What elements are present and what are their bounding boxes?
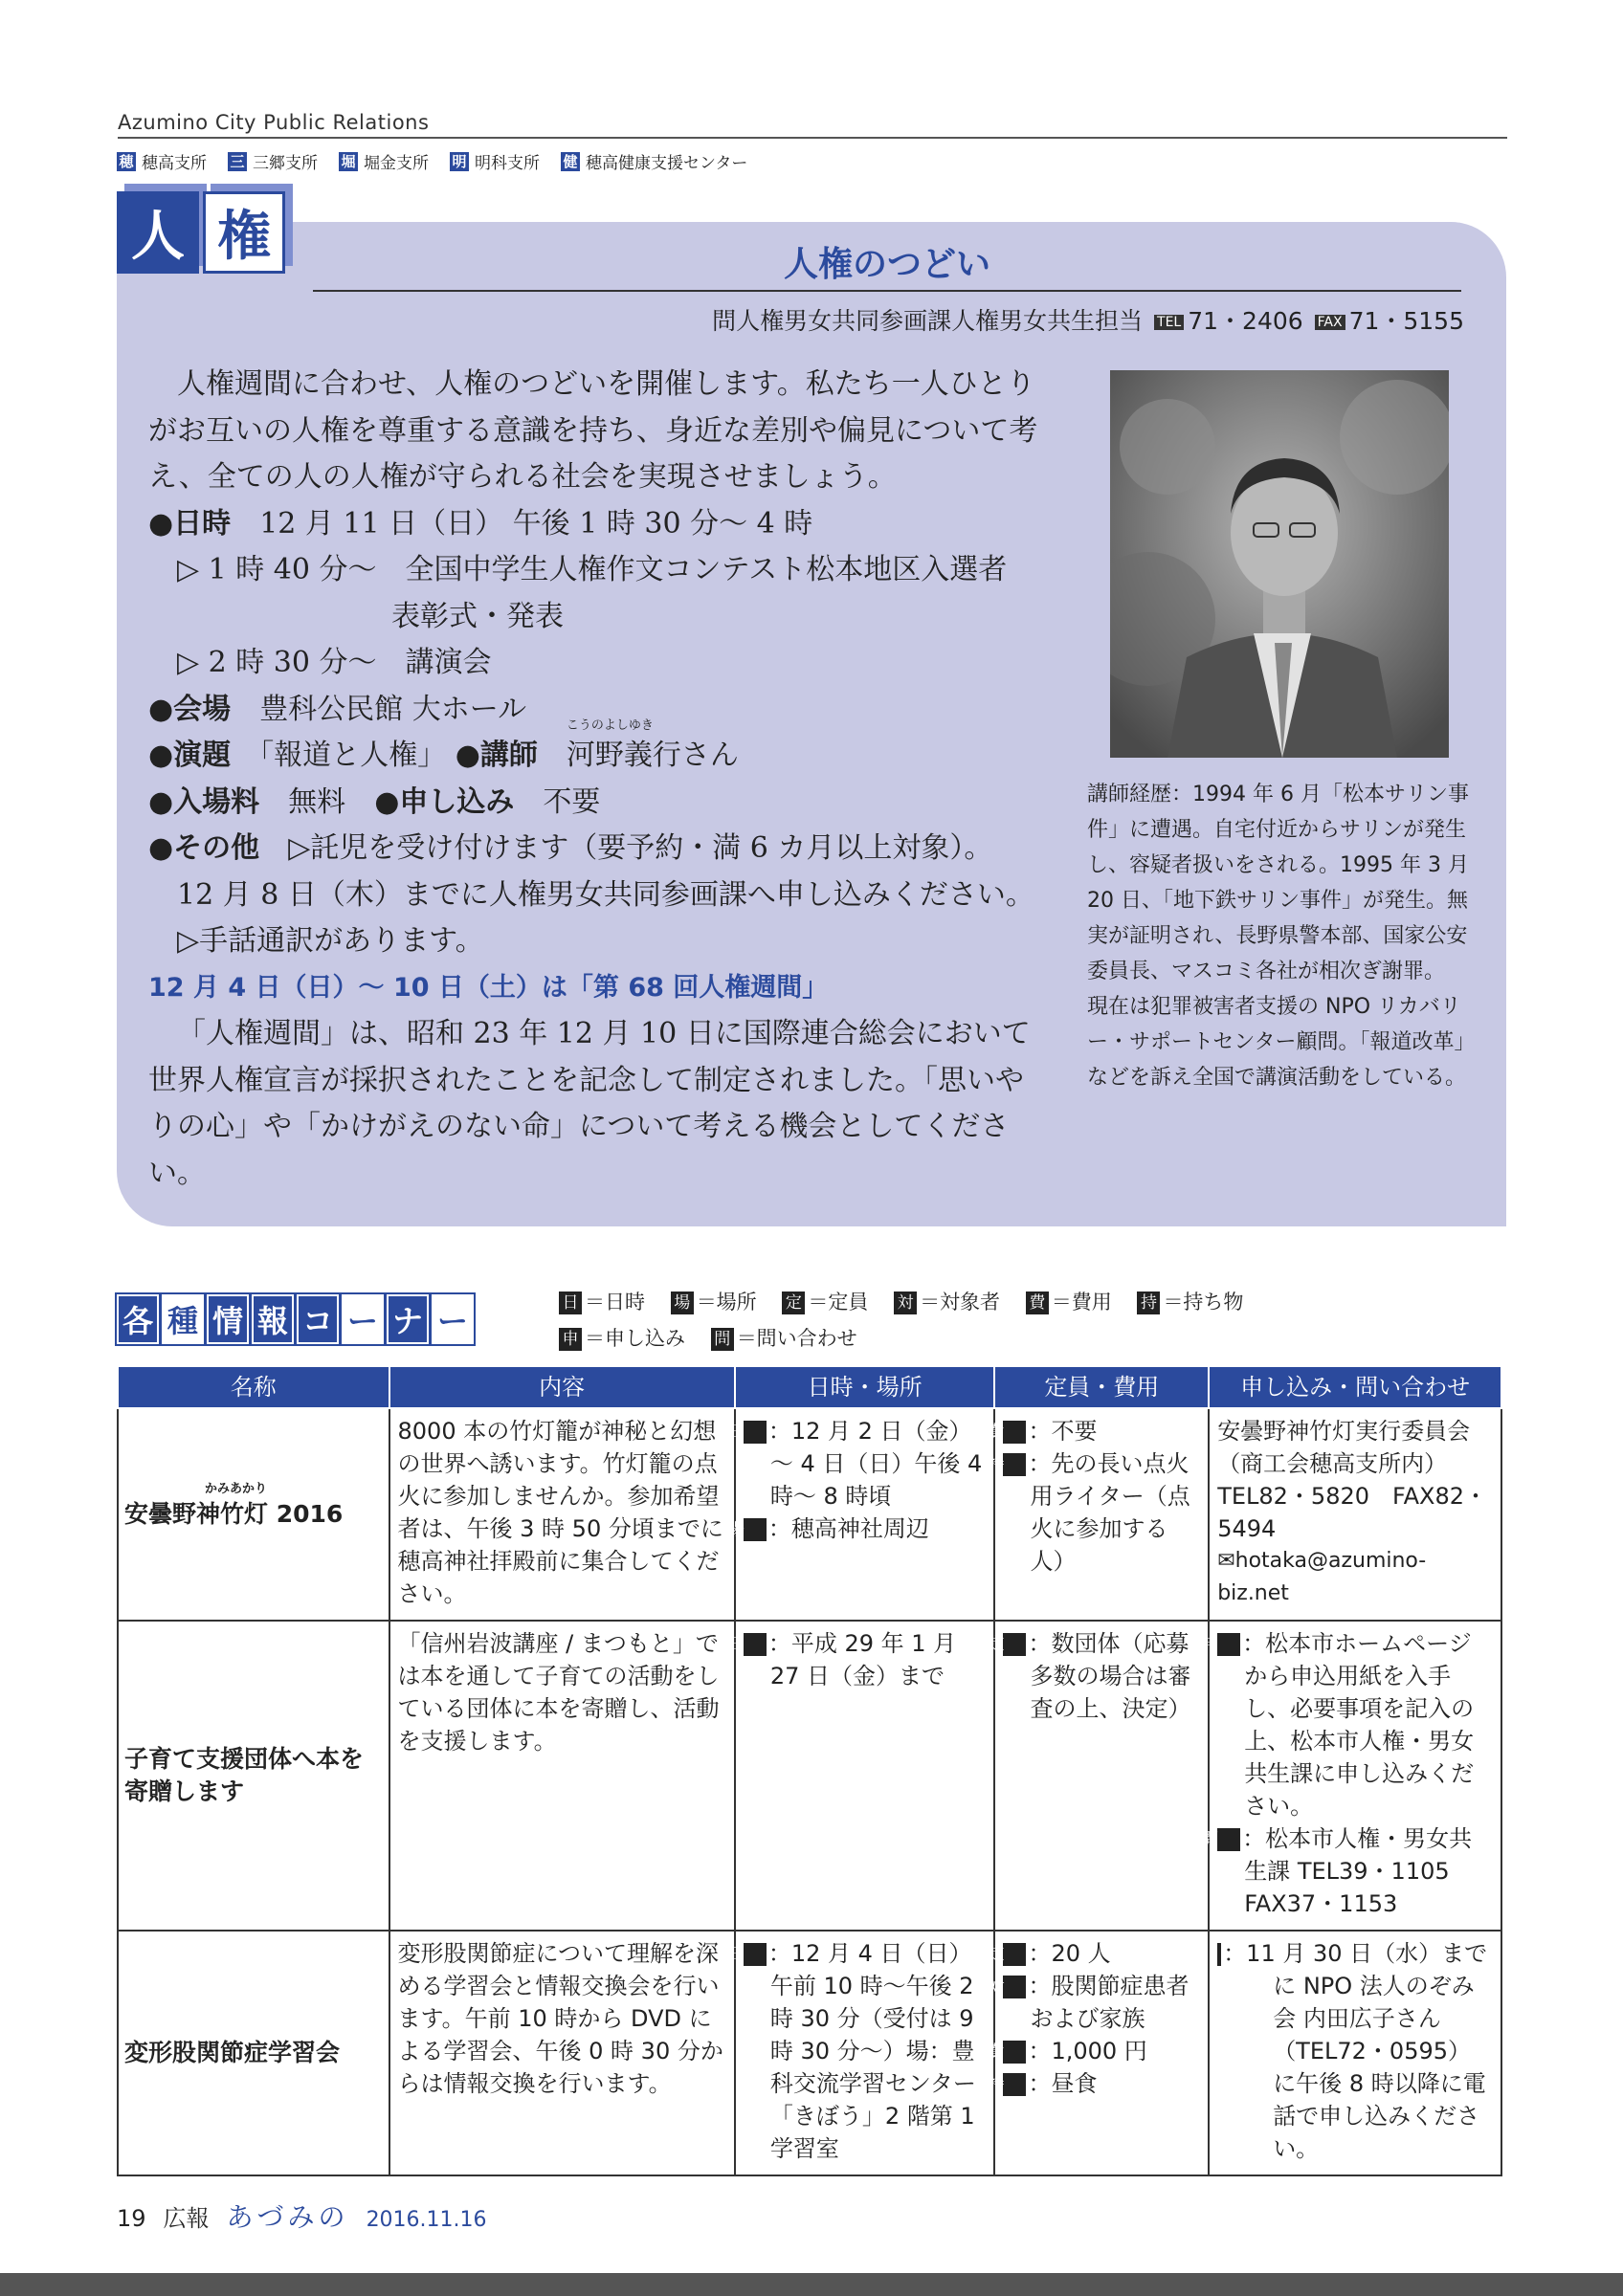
cost-cell — [988, 1408, 1209, 1621]
fee-row — [148, 780, 1048, 827]
legend-item — [711, 1327, 857, 1350]
bio-paragraph-1: 講師経歴：1994 年 6 月「松本サリン事件」に遭遇。自宅付近からサリンが発生し、容疑者扱いをされる。1995 年 3 月 20 日、「地下鉄サリン事件」が発生。無実が証明され、長野県警本部、国家公安委員長、マスコミ各社が相次ぎ謝罪。 — [1087, 783, 1469, 983]
branch-legend — [117, 149, 747, 173]
schedule-row-1-cont: 表彰式・発表 — [391, 599, 564, 633]
cost-text: ：先の長い点火用ライター（点火に参加する人） — [1028, 1450, 1190, 1575]
branch-item-akashina — [450, 149, 540, 173]
apply-label: ●申し込み — [374, 784, 515, 819]
cost-line — [988, 1627, 1200, 1725]
column-header: 内容 — [389, 1366, 735, 1408]
when-line — [727, 1627, 987, 1692]
contact-dept: 問人権男女共同参画課人権男女共生担当 — [712, 307, 1144, 335]
other-note-1: ▷託児を受け付けます（要予約・満 6 カ月以上対象）。 — [288, 831, 993, 865]
branch-label: 穂高支所 — [142, 154, 207, 173]
corner-title-char: ナ — [387, 1294, 429, 1344]
belongings-icon: 持 — [1003, 2073, 1026, 2096]
branch-badge-icon: 穂 — [117, 152, 136, 171]
legend-text: ＝持ち物 — [1163, 1291, 1244, 1314]
other-row — [148, 826, 1048, 872]
datetime-value: 12 月 11 日（日） 午後 1 時 30 分～ 4 時 — [259, 506, 813, 541]
event-name-ruby: かみあかり — [205, 1482, 268, 1496]
contact-tel: 71・2406 — [1188, 307, 1303, 335]
fee-label: ●入場料 — [148, 784, 260, 819]
legend-item — [1137, 1291, 1243, 1314]
when-text: ：穂高神社周辺 — [767, 1515, 929, 1542]
column-header: 日時・場所 — [735, 1366, 995, 1408]
other-note-2: 12 月 8 日（木）までに人権男女共同参画課へ申し込みください。 — [177, 877, 1034, 912]
capacity-icon: 定 — [782, 1292, 805, 1314]
schedule-time: ▷ 1 時 40 分～ — [177, 553, 377, 586]
publication-title: Azumino City Public Relations — [118, 111, 430, 134]
contact-line — [1164, 1937, 1493, 2165]
schedule-text: 全国中学生人権作文コンテスト松本地区入選者 — [405, 553, 1008, 586]
table-row — [118, 1931, 1501, 2175]
topic-label: ●演題 — [148, 739, 232, 772]
page-footer — [117, 2197, 487, 2235]
header-divider — [118, 137, 1507, 139]
cost-icon: 費 — [1003, 2041, 1026, 2064]
belongings-icon: 持 — [1003, 1453, 1026, 1476]
cost-line — [988, 1415, 1200, 1447]
datetime-label: ●日時 — [148, 506, 232, 541]
content-cell: 変形股関節症について理解を深める学習会と情報交換会を行います。午前 10 時から DVD による学習会、午後 0 時 30 分からは情報交換を行います。 — [389, 1931, 735, 2175]
lecturer-ruby: こうのよしゆき — [566, 718, 654, 733]
lecturer-photo — [1110, 370, 1449, 758]
apply-value: 不要 — [543, 784, 601, 819]
cost-cell — [988, 1931, 1209, 2175]
contact-text: ：松本市人権・男女共生課 TEL39・1105 FAX37・1153 — [1242, 1825, 1473, 1917]
event-name-text: 安曇野神竹灯 2016 — [124, 1500, 344, 1528]
branch-label: 明科支所 — [475, 154, 540, 173]
lecturer-label: ●講師 — [455, 739, 538, 772]
legend-text: ＝対象者 — [920, 1291, 1001, 1314]
capacity-icon: 定 — [1003, 1943, 1026, 1966]
place-icon: 場 — [671, 1292, 694, 1314]
legend-item — [894, 1291, 1000, 1314]
cost-text: ：昼食 — [1028, 2070, 1098, 2097]
column-header: 定員・費用 — [994, 1366, 1209, 1408]
branch-badge-icon: 堀 — [339, 152, 358, 171]
fax-icon: FAX — [1315, 315, 1345, 330]
contact-cell — [1202, 1621, 1501, 1931]
table-header-row — [118, 1366, 1501, 1408]
cost-text: ：20 人 — [1028, 1940, 1111, 1967]
branch-item-health-center — [561, 149, 747, 173]
content-cell: 「信州岩波講座 / まつもと」では本を通して子育ての活動をしている団体に本を寄贈し、活動を支援します。 — [389, 1621, 735, 1931]
title-divider — [313, 290, 1461, 292]
page-number: 19 — [117, 2205, 146, 2232]
date-icon: 日 — [744, 1943, 767, 1966]
bottom-bar — [0, 2273, 1623, 2296]
event-name-cell — [118, 1408, 389, 1621]
event-name-cell — [118, 1621, 389, 1931]
cost-line — [988, 1447, 1200, 1578]
apply-icon: 申 — [559, 1328, 582, 1351]
branch-item-misato — [228, 149, 318, 173]
branch-item-hotaka — [117, 149, 207, 173]
article-title: 人権のつどい — [783, 245, 990, 284]
date-icon: 日 — [559, 1292, 582, 1314]
legend-text: ＝問い合わせ — [736, 1327, 857, 1350]
venue-value: 豊科公民館 大ホール — [259, 692, 527, 726]
apply-inquiry-icon: 申・問 — [1217, 1943, 1221, 1966]
when-cell — [727, 1931, 995, 2175]
schedule-row-2 — [148, 640, 1048, 687]
category-char-2: 権 — [203, 191, 285, 274]
column-header: 申し込み・問い合わせ — [1209, 1366, 1501, 1408]
publication-logo: あづみの — [226, 2201, 349, 2233]
inquiry-icon: 問 — [1217, 1828, 1240, 1851]
corner-title-char: 報 — [252, 1294, 294, 1344]
event-name-text: 変形股関節症学習会 — [124, 2039, 341, 2066]
legend-row-2 — [559, 1320, 1262, 1357]
cost-icon: 費 — [1026, 1292, 1049, 1314]
legend-item — [782, 1291, 868, 1314]
corner-title-char: ー — [342, 1294, 384, 1344]
lecturer-bio — [1087, 777, 1479, 1095]
belongings-icon: 持 — [1137, 1292, 1160, 1314]
issue-date: 2016.11.16 — [366, 2208, 487, 2232]
contact-cell — [1164, 1931, 1501, 2175]
legend-text: ＝定員 — [808, 1291, 869, 1314]
venue-label: ●会場 — [148, 692, 232, 726]
when-text: ：平成 29 年 1 月 27 日（金）まで — [767, 1630, 957, 1689]
other-note-3: ▷手話通訳があります。 — [177, 924, 484, 958]
cost-line — [988, 2035, 1200, 2067]
cost-line — [988, 2067, 1200, 2100]
fee-value: 無料 — [288, 784, 346, 819]
legend-item — [559, 1327, 685, 1350]
branch-badge-icon: 明 — [450, 152, 469, 171]
cost-cell — [988, 1621, 1209, 1931]
info-corner-title — [117, 1294, 474, 1344]
contact-email[interactable]: ✉hotaka@azumino-biz.net — [1217, 1549, 1427, 1605]
when-line — [727, 1512, 987, 1545]
target-icon: 対 — [1003, 1976, 1026, 1998]
datetime-row — [148, 501, 1048, 548]
column-header: 名称 — [118, 1366, 389, 1408]
branch-label: 穂高健康支援センター — [586, 154, 748, 173]
branch-item-horigane — [339, 149, 429, 173]
cost-text: ：数団体（応募多数の場合は審査の上、決定） — [1028, 1630, 1191, 1722]
legend-row-1 — [559, 1284, 1262, 1320]
portrait-image — [1110, 370, 1449, 758]
contact-line: TEL82・5820 FAX82・5494 — [1217, 1483, 1487, 1542]
table-row — [118, 1408, 1501, 1621]
event-name — [124, 1482, 381, 1531]
other-label: ●その他 — [148, 831, 260, 865]
branch-badge-icon: 三 — [228, 152, 247, 171]
when-cell — [727, 1621, 995, 1931]
schedule-time: ▷ 2 時 30 分～ — [177, 646, 377, 679]
topic-row — [148, 718, 1048, 780]
branch-badge-icon: 健 — [561, 152, 580, 171]
contact-line: 安曇野神竹灯実行委員会（商工会穂高支所内） — [1217, 1418, 1471, 1477]
target-icon: 対 — [894, 1292, 917, 1314]
cost-text: ：不要 — [1028, 1418, 1098, 1445]
tel-icon: TEL — [1154, 315, 1184, 330]
contact-line — [1202, 1822, 1493, 1920]
contact-cell — [1209, 1408, 1501, 1621]
event-name-text: 子育て支援団体へ本を寄贈します — [124, 1745, 365, 1805]
corner-title-char: ー — [432, 1294, 474, 1344]
apply-icon: 申 — [1217, 1633, 1240, 1656]
category-badge — [117, 191, 285, 274]
when-text: ：12 月 4 日（日）午前 10 時～午後 2 時 30 分（受付は 9 時 30 分～）場：豊科交流学習センター「きぼう」2 階第 1 学習室 — [767, 1940, 976, 2162]
cost-icon: 費 — [1003, 1421, 1026, 1444]
legend-item — [559, 1291, 645, 1314]
legend-item — [671, 1291, 757, 1314]
cost-text: ：1,000 円 — [1028, 2038, 1147, 2064]
place-icon: 場 — [744, 1518, 767, 1541]
category-char-1: 人 — [117, 191, 199, 274]
event-name-cell — [118, 1931, 389, 2175]
legend-text: ＝日時 — [585, 1291, 645, 1314]
human-rights-week-title: 12 月 4 日（日）～ 10 日（土）は「第 68 回人権週間」 — [148, 972, 829, 1003]
when-cell — [727, 1408, 995, 1621]
corner-title-char: 情 — [207, 1294, 249, 1344]
contact-fax: 71・5155 — [1348, 307, 1464, 335]
branch-label: 堀金支所 — [364, 154, 429, 173]
schedule-row-1 — [148, 547, 1048, 594]
cost-line — [988, 1970, 1200, 2035]
capacity-icon: 定 — [1003, 1633, 1026, 1656]
legend-item — [1026, 1291, 1112, 1314]
legend-text: ＝費用 — [1051, 1291, 1112, 1314]
legend-text: ＝申し込み — [585, 1327, 685, 1350]
date-icon: 日 — [744, 1633, 767, 1656]
info-table — [117, 1365, 1502, 2176]
table-row — [118, 1621, 1501, 1931]
lecturer-name: 河野義行さん — [566, 739, 739, 772]
bio-paragraph-2: 現在は犯罪被害者支援の NPO リカバリー・サポートセンター顧問。「報道改革」などを訴え全国で講演活動をしている。 — [1087, 995, 1476, 1090]
corner-title-char: 種 — [162, 1294, 204, 1344]
branch-label: 三郷支所 — [253, 154, 318, 173]
when-line — [727, 1415, 987, 1512]
topic-value: 「報道と人権」 — [259, 739, 447, 772]
article-contact — [670, 302, 1464, 337]
contact-line — [1202, 1627, 1493, 1822]
intro-paragraph: 人権週間に合わせ、人権のつどいを開催します。私たち一人ひとりがお互いの人権を尊重する意識を持ち、身近な差別や偏見について考え、全ての人の人権が守られる社会を実現させましょう。 — [148, 367, 1038, 494]
article-body — [148, 362, 1048, 1197]
when-text: ：12 月 2 日（金）～ 4 日（日）午後 4 時～ 8 時頃 — [767, 1418, 983, 1510]
content-cell: 8000 本の竹灯籠が神秘と幻想の世界へ誘います。竹灯籠の点火に参加しませんか。参加希望者は、午後 3 時 50 分頃までに穂高神社拝殿前に集合してください。 — [389, 1408, 735, 1621]
legend-text: ＝場所 — [696, 1291, 757, 1314]
when-line — [727, 1937, 987, 2165]
contact-text: ：松本市ホームページから申込用紙を入手し、必要事項を記入の上、松本市人権・男女共生課に申し込みください。 — [1242, 1630, 1475, 1820]
icon-legend — [559, 1284, 1262, 1357]
corner-title-char: 各 — [117, 1294, 159, 1344]
corner-title-char: コ — [297, 1294, 339, 1344]
human-rights-week-text: 「人権週間」は、昭和 23 年 12 月 10 日に国際連合総会において世界人権宣言が採択されたことを記念して制定されました。「思いやりの心」や「かけがえのない命」について考える機会としてください。 — [148, 1017, 1031, 1190]
inquiry-icon: 問 — [711, 1328, 734, 1351]
contact-text: ：11 月 30 日（水）までに NPO 法人のぞみ会 内田広子さん（TEL72・0595）に午後 8 時以降に電話で申し込みください。 — [1223, 1940, 1488, 2162]
cost-text: ：股関節症患者および家族 — [1028, 1973, 1189, 2032]
date-icon: 日 — [744, 1421, 767, 1444]
footer-kanji: 広報 — [163, 2205, 210, 2232]
schedule-text: 講演会 — [405, 646, 492, 679]
